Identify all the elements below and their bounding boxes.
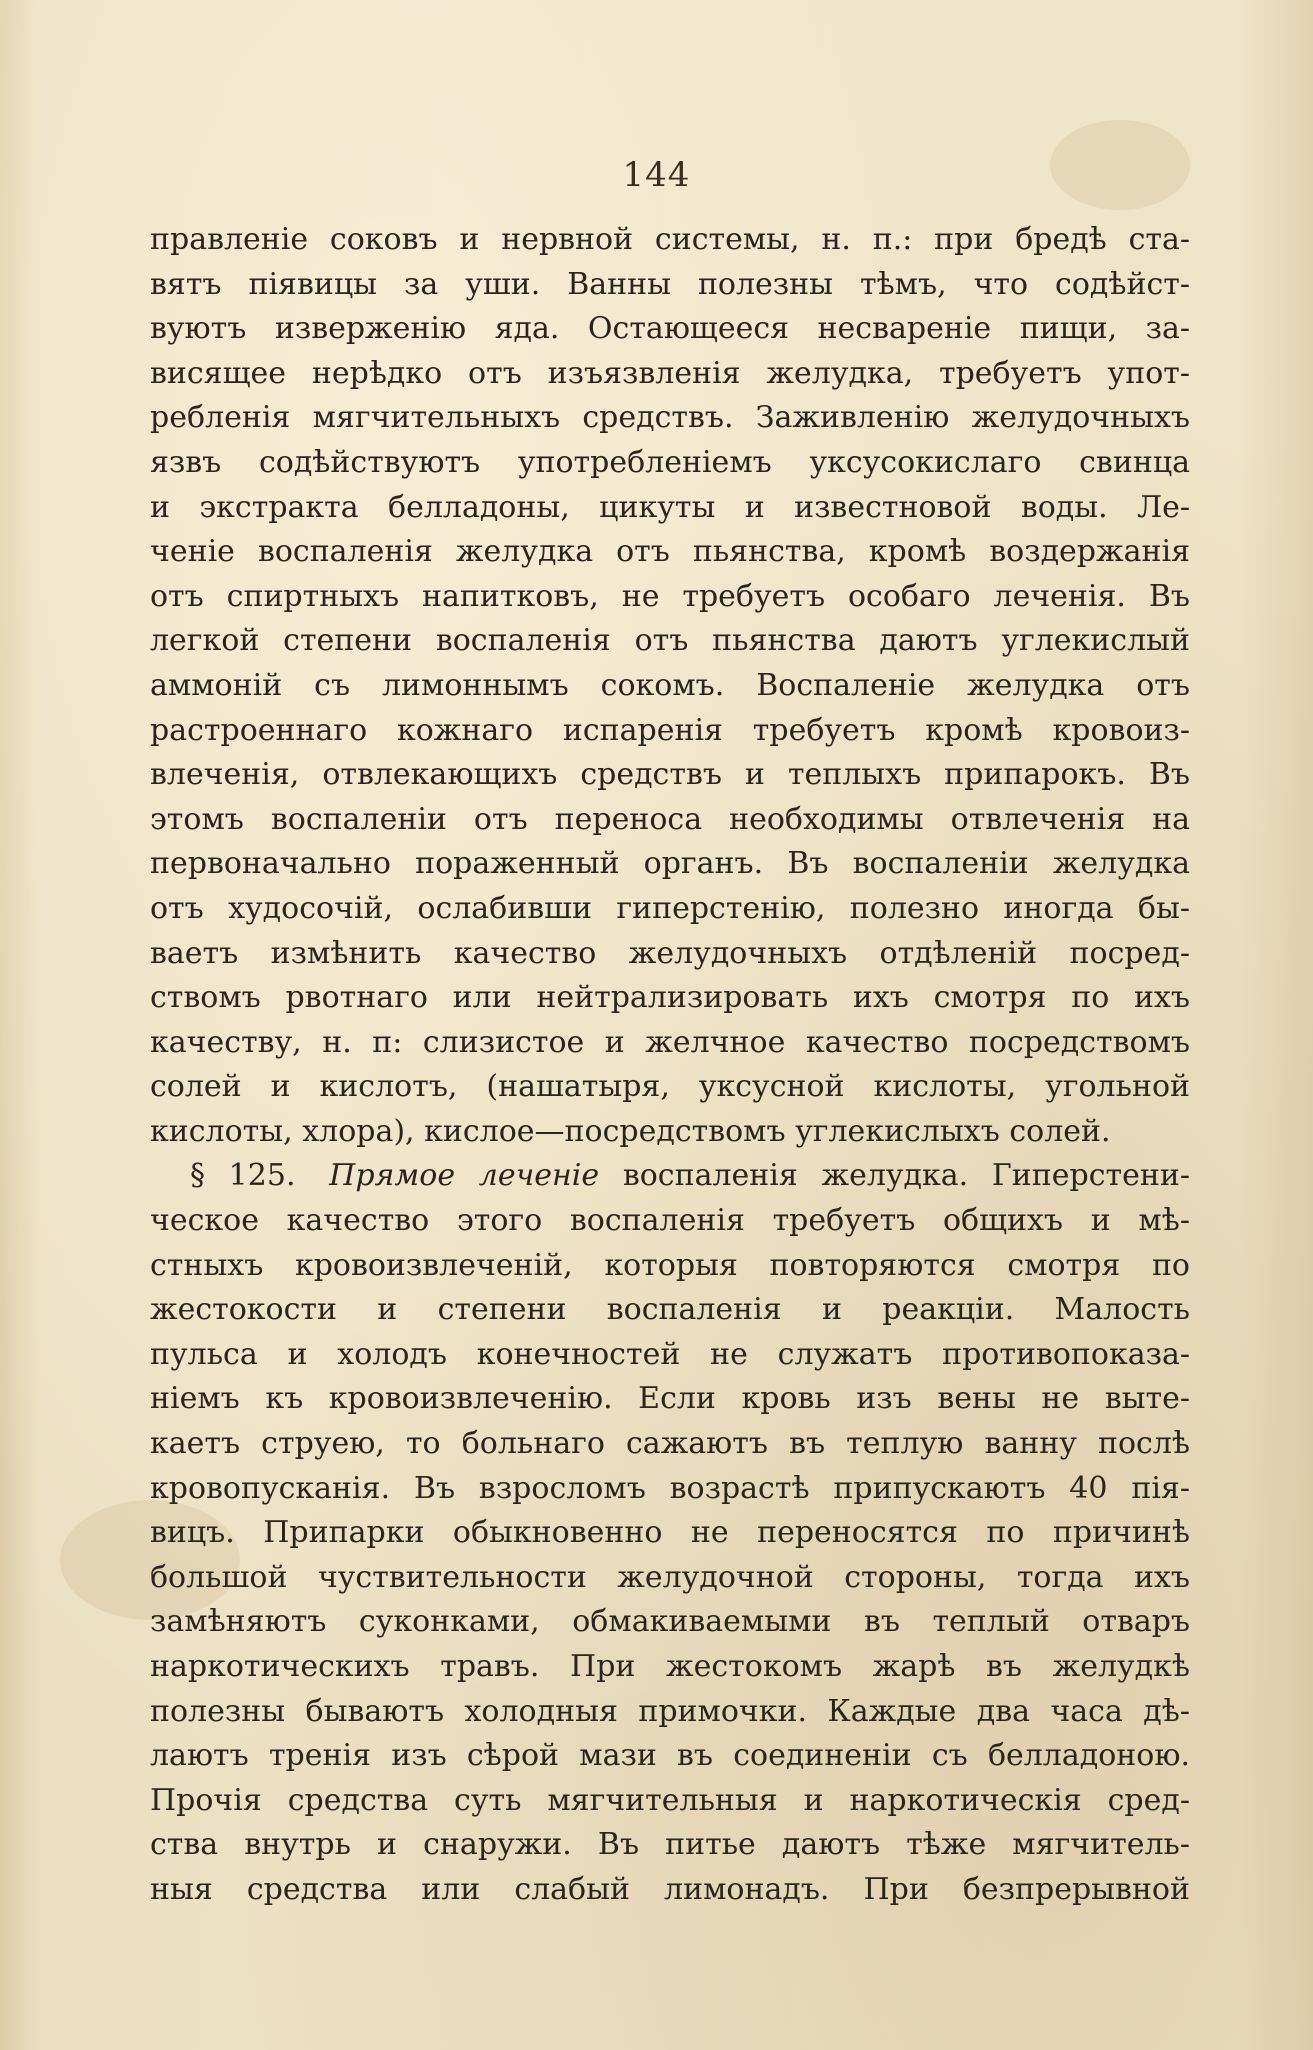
text-line: легкой степени воспаленія отъ пьянства даютъ углекислый xyxy=(150,623,1190,659)
text-line: аммоній съ лимоннымъ сокомъ. Воспаленіе желудка отъ xyxy=(150,667,1190,703)
text-line: жестокости и степени воспаленія и реакціи. Малость xyxy=(150,1292,1190,1328)
text-line: Прочія средства суть мягчительныя и наркотическія сред- xyxy=(150,1782,1190,1818)
text-line: этомъ воспаленіи отъ переноса необходимы отвлеченія на xyxy=(150,801,1190,837)
text-line: язвъ содѣйствуютъ употребленіемъ уксусокислаго свинца xyxy=(150,444,1190,480)
text-line: ческое качество этого воспаленія требуетъ общихъ и мѣ- xyxy=(150,1203,1190,1239)
text-line: вуютъ изверженію яда. Остающееся несвареніе пищи, за- xyxy=(150,311,1190,347)
text-line: ніемъ къ кровоизвлеченію. Если кровь изъ вены не выте- xyxy=(150,1381,1190,1417)
text-line: вицъ. Припарки обыкновенно не переносятся по причинѣ xyxy=(150,1515,1190,1551)
text-line: влеченія, отвлекающихъ средствъ и теплыхъ припарокъ. Въ xyxy=(150,757,1190,793)
text-line: пульса и холодъ конечностей не служатъ противопоказа- xyxy=(150,1336,1190,1372)
section-number: § 125. xyxy=(190,1158,296,1194)
text-line: ребленія мягчительныхъ средствъ. Заживленію желудочныхъ xyxy=(150,400,1190,436)
text-line: кровопусканія. Въ взросломъ возрастѣ припускаютъ 40 пія- xyxy=(150,1470,1190,1506)
paragraph-2 xyxy=(150,1154,1190,1912)
text-line: ченіе воспаленія желудка отъ пьянства, кромѣ воздержанія xyxy=(150,534,1190,570)
text-fragment: воспаленія желудка. Гиперстени- xyxy=(622,1158,1190,1194)
paragraph-1 xyxy=(150,218,1190,1154)
text-line: правленіе соковъ и нервной системы, н. п.: при бредѣ ста- xyxy=(150,222,1190,257)
text-line: замѣняютъ суконками, обмакиваемыми въ теплый отваръ xyxy=(150,1604,1190,1640)
text-line: вятъ піявицы за уши. Ванны полезны тѣмъ, что содѣйст- xyxy=(150,266,1190,302)
text-line: растроеннаго кожнаго испаренія требуетъ кромѣ кровоиз- xyxy=(150,712,1190,748)
text-line: ствомъ рвотнаго или нейтрализировать ихъ смотря по ихъ xyxy=(150,980,1190,1016)
section-first-line xyxy=(150,1154,1190,1199)
text-line: ваетъ измѣнить качество желудочныхъ отдѣленій посред- xyxy=(150,935,1190,971)
text-line: и экстракта белладоны, цикуты и известновой воды. Ле- xyxy=(150,489,1190,525)
text-line: отъ спиртныхъ напитковъ, не требуетъ особаго леченія. Въ xyxy=(150,578,1190,614)
text-line: ныя средства или слабый лимонадъ. При безпрерывной xyxy=(150,1871,1190,1907)
body-text xyxy=(150,218,1190,1913)
text-line: кислоты, хлора), кислое—посредствомъ углекислыхъ солей. xyxy=(150,1113,1111,1149)
section-heading-italic: Прямое леченіе xyxy=(329,1158,600,1194)
text-line: висящее нерѣдко отъ изъязвленія желудка, требуетъ упот- xyxy=(150,355,1190,391)
text-line: первоначально пораженный органъ. Въ воспаленіи желудка xyxy=(150,846,1190,882)
text-line: большой чуствительности желудочной стороны, тогда ихъ xyxy=(150,1559,1190,1595)
text-line: солей и кислотъ, (нашатыря, уксусной кислоты, угольной xyxy=(150,1069,1190,1105)
page-number: 144 xyxy=(622,155,691,195)
text-line: каетъ струею, то больнаго сажаютъ въ теплую ванну послѣ xyxy=(150,1426,1190,1462)
text-line: стныхъ кровоизвлеченій, которыя повторяются смотря по xyxy=(150,1247,1190,1283)
text-line: полезны бываютъ холодныя примочки. Каждые два часа дѣ- xyxy=(150,1693,1190,1729)
text-line: лаютъ тренія изъ сѣрой мази въ соединеніи съ белладоною. xyxy=(150,1738,1190,1774)
text-line: качеству, н. п: слизистое и желчное качество посредствомъ xyxy=(150,1024,1190,1060)
text-line: наркотическихъ травъ. При жестокомъ жарѣ въ желудкѣ xyxy=(150,1649,1190,1684)
text-line: ства внутрь и снаружи. Въ питье даютъ тѣже мягчитель- xyxy=(150,1827,1190,1863)
text-line: отъ худосочій, ослабивши гиперстенію, полезно иногда бы- xyxy=(150,890,1190,926)
